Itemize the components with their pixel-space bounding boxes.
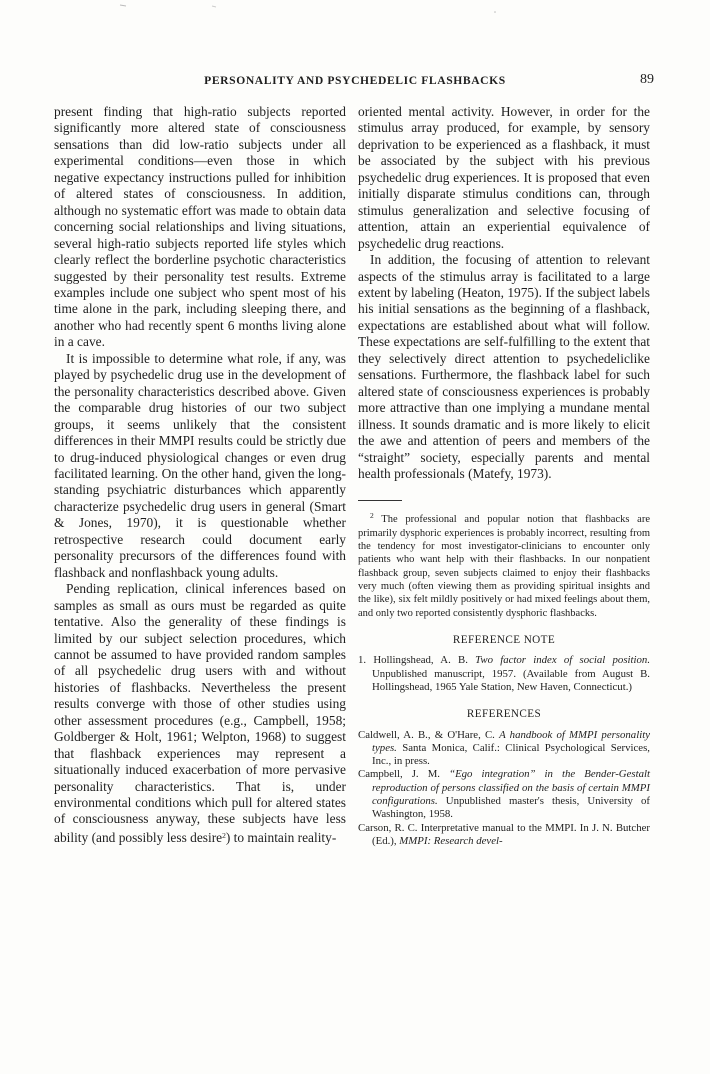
paragraph	[54, 581, 346, 846]
paragraph: In addition, the focusing of attention to relevant aspects of the stimulus array is facilitated to a large extent by labeling (Heaton, 1975). If the subject labels his initial sensations as the beginning of a flashback, expectations are established about what will follow. These expectations are self-fulfilling to the extent that they selectively direct attention to psychedeliclike sensations. Furthermore, the flashback label for such altered state of consciousness experiences is probably more attractive than one implying a mundane mental illness. It sounds dramatic and is more likely to elicit the awe and attention of peers and members of the “straight” society, especially parents and mental health professionals (Matefy, 1973).	[358, 252, 650, 481]
footnote-ref: 2	[222, 830, 226, 840]
footnote-divider	[358, 500, 402, 501]
running-header: PERSONALITY AND PSYCHEDELIC FLASHBACKS	[204, 74, 506, 87]
paragraph-text: Pending replication, clinical inferences based on samples as small as ours must be regarded as quite tentative. Also the generality of these findings is limited by our subject selection procedures, which cannot be assumed to have provided random samples of all psychedelic drug users with and without histories of flashbacks. Nevertheless the present results converge with those of other studies using other assessment procedures (e.g., Campbell, 1958; Goldberger & Holt, 1961; Welpton, 1968) to suggest that flashback experiences may represent a situationally induced exacerbation of more pervasive personality characteristics. That is, under environmental conditions which pull for altered states of consciousness anyway, these subjects have less ability (and possibly less desire	[54, 581, 346, 845]
reference-item	[358, 729, 650, 769]
reference-details: Santa Monica, Calif.: Clinical Psychological Services, Inc., in press.	[372, 741, 651, 768]
page-number: 89	[640, 72, 654, 87]
footnote-text: The professional and popular notion that flashbacks are primarily dysphoric experiences is probably incorrect, resulting from the tendency for most investigator-clinicians to encounter only patients who want help with their flashbacks. In our nonpatient flashback group, seven subjects claimed to enjoy their flashbacks very much (often viewing them as providing spiritual insights and the like), six felt mildly positively or had mixed feelings about them, and only two reported consistently dysphoric flashbacks.	[358, 514, 651, 619]
paragraph-text: ) to maintain reality-	[225, 829, 337, 845]
reference-title: Two factor index of social position.	[475, 654, 651, 667]
reference-item	[358, 768, 650, 821]
reference-author: Campbell, J. M.	[358, 768, 440, 781]
reference-title: “Ego integration” in the Bender-Gestalt reproduction of persons classified on the basis of certain MMPI configurations.	[372, 768, 651, 808]
references-heading: REFERENCES	[466, 708, 542, 721]
reference-note-number: 1.	[358, 654, 367, 667]
reference-author: Hollingshead, A. B.	[373, 654, 468, 667]
reference-author: Carson, R. C.	[358, 821, 418, 834]
reference-author: Caldwell, A. B., & O'Hare, C.	[358, 728, 495, 741]
reference-title: A handbook of MMPI personality types.	[372, 728, 650, 754]
reference-details: Unpublished manuscript, 1957. (Available from August B. Hollingshead, 1965 Yale Station, New Haven, Connecticut.)	[372, 667, 650, 693]
reference-details: Unpublished master's thesis, University of Washington, 1958.	[372, 795, 651, 821]
reference-note-heading: REFERENCE NOTE	[452, 633, 556, 646]
reference-note-item	[358, 654, 650, 694]
scan-marks	[0, 0, 710, 30]
right-column	[358, 104, 650, 848]
reference-title: MMPI: Research devel-	[399, 834, 503, 847]
left-column	[54, 104, 346, 846]
reference-details: Interpretative manual to the MMPI. In J. N. Butcher (Ed.),	[372, 821, 650, 847]
footnote	[358, 509, 650, 619]
footnote-mark: 2	[370, 511, 374, 521]
paragraph: It is impossible to determine what role, if any, was played by psychedelic drug use in the development of the personality characteristics described above. Given the comparable drug histories of our two subject groups, it seems unlikely that the consistent differences in their MMPI results could be strictly due to drug-induced physiological changes or even drug facilitated learning. On the other hand, given the long-standing psychiatric disturbances which apparently characterize psychedelic drug users in general (Smart & Jones, 1970), it is questionable whether retrospective research could document early personality precursors of the differences found with flashback and nonflashback young adults.	[54, 350, 346, 580]
reference-item	[358, 822, 650, 849]
paragraph: oriented mental activity. However, in order for the stimulus array produced, for example, by sensory deprivation to be experienced as a flashback, it must be associated by the subject with his previous psychedelic drug experiences. It is proposed that even initially disparate stimulus conditions can, through stimulus generalization and selective focusing of attention, attain an experiential equivalence of psychedelic drug reactions.	[358, 104, 650, 251]
paragraph: present finding that high-ratio subjects reported significantly more altered state of consciousness sensations than did low-ratio subjects under all experimental conditions—even those in which negative expectancy instructions pulled for inhibition of altered states of consciousness. In addition, although no systematic effort was made to obtain data concerning social relationships and living situations, several high-ratio subjects reported life styles which clearly reflect the borderline psychotic characteristics suggested by their personality test results. Extreme examples include one subject who spent most of his time alone in the park, including sleeping there, and another who had recently spent 6 months living alone in a cave.	[54, 104, 346, 350]
